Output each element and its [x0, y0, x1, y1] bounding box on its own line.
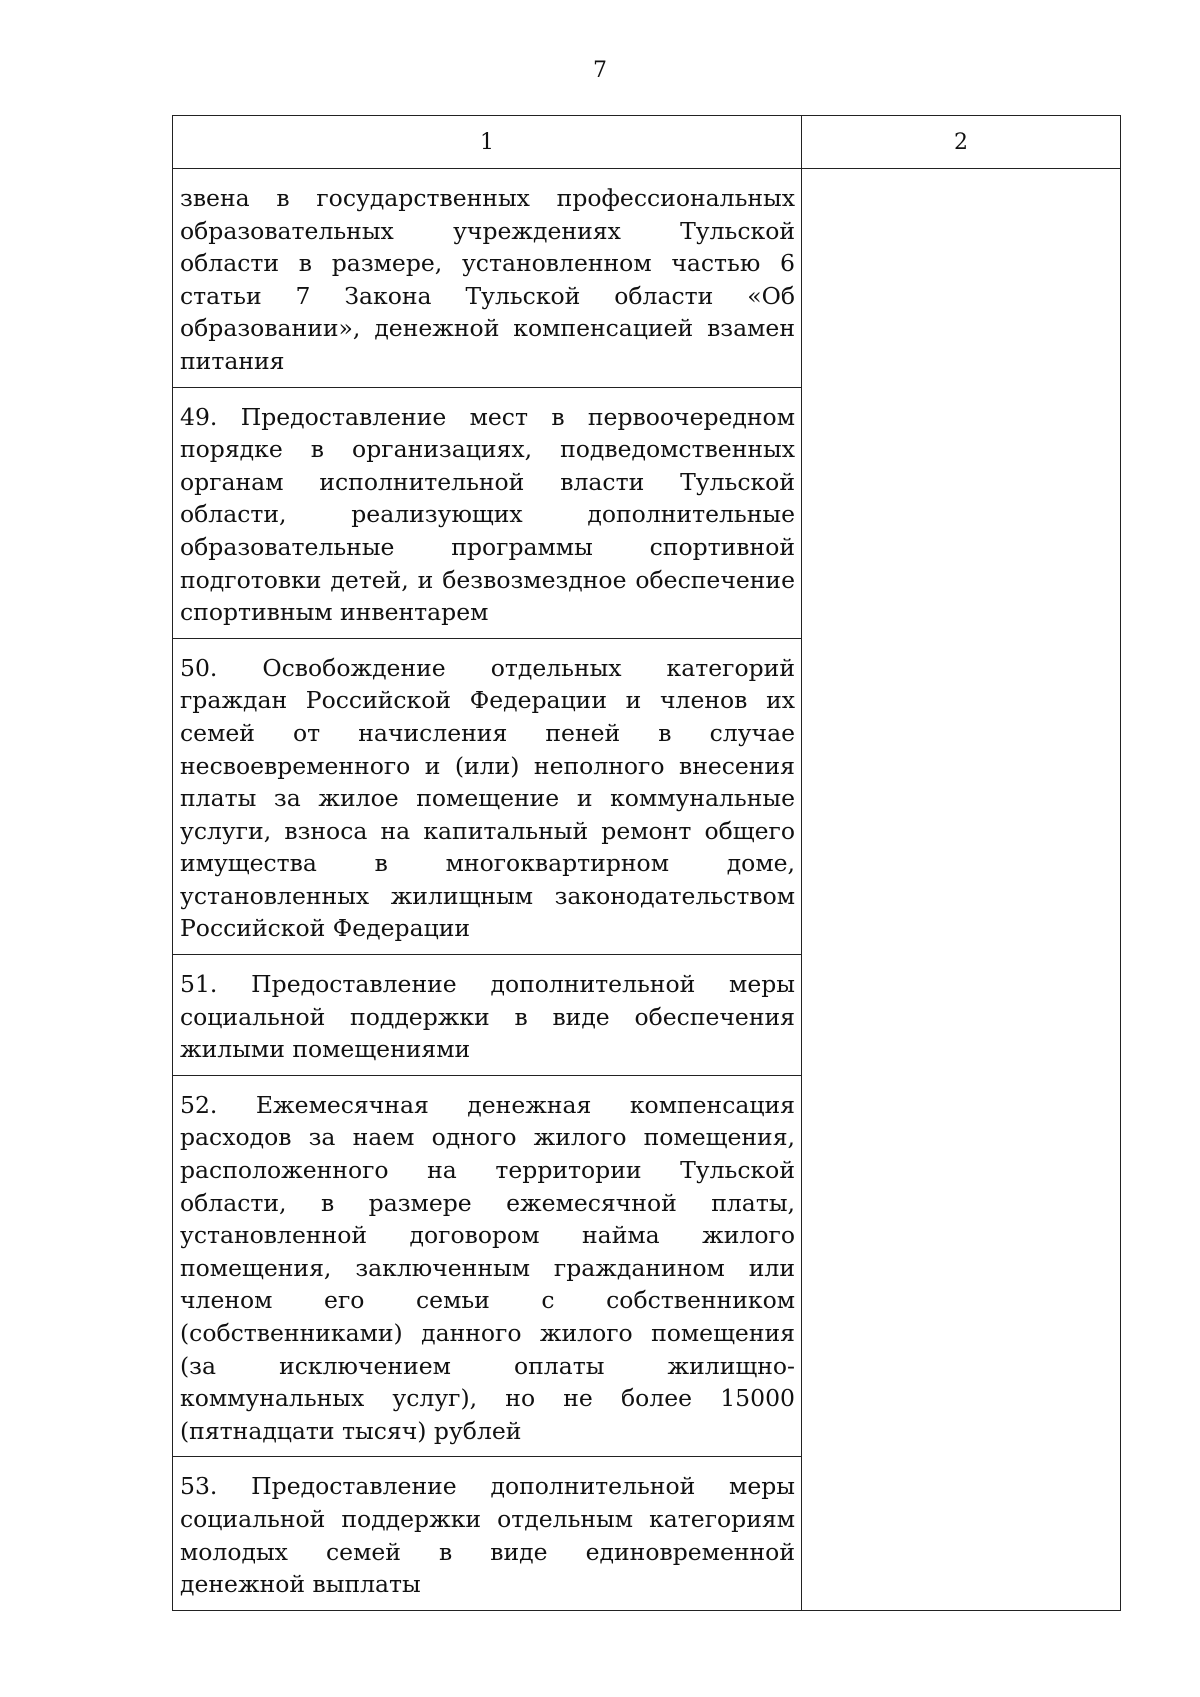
column-header-1: 1: [173, 116, 802, 169]
benefits-table: [172, 115, 1121, 1611]
row-text-cell: 51. Предоставление дополнительной меры социальной поддержки в виде обеспечения жилыми помещениями: [173, 955, 802, 1076]
row-text-cell: 52. Ежемесячная денежная компенсация расходов за наем одного жилого помещения, расположенного на территории Тульской области, в размере ежемесячной платы, установленной договором найма жилого помещения, заключенным гражданином или членом его семьи с собственником (собственниками) данного жилого помещения (за исключением оплаты жилищно-коммунальных услуг), но не более 15000 (пятнадцати тысяч) рублей: [173, 1075, 802, 1457]
row-text-cell: звена в государственных профессиональных образовательных учреждениях Тульской области в размере, установленном частью 6 статьи 7 Закона Тульской области «Об образовании», денежной компенсацией взамен питания: [173, 169, 802, 388]
row-text-cell: 50. Освобождение отдельных категорий граждан Российской Федерации и членов их семей от начисления пеней в случае несвоевременного и (или) неполного внесения платы за жилое помещение и коммунальные услуги, взноса на капитальный ремонт общего имущества в многоквартирном доме, установленных жилищным законодательством Российской Федерации: [173, 638, 802, 954]
column-2-cell: [802, 169, 1121, 1611]
table-header-row: [173, 116, 1121, 169]
page-number: 7: [593, 58, 607, 83]
row-text-cell: 53. Предоставление дополнительной меры социальной поддержки отдельным категориям молодых семей в виде единовременной денежной выплаты: [173, 1457, 802, 1610]
row-text-cell: 49. Предоставление мест в первоочередном порядке в организациях, подведомственных органам исполнительной власти Тульской области, реализующих дополнительные образовательные программы спортивной подготовки детей, и безвозмездное обеспечение спортивным инвентарем: [173, 387, 802, 638]
table-row: [173, 169, 1121, 388]
column-header-2: 2: [802, 116, 1121, 169]
